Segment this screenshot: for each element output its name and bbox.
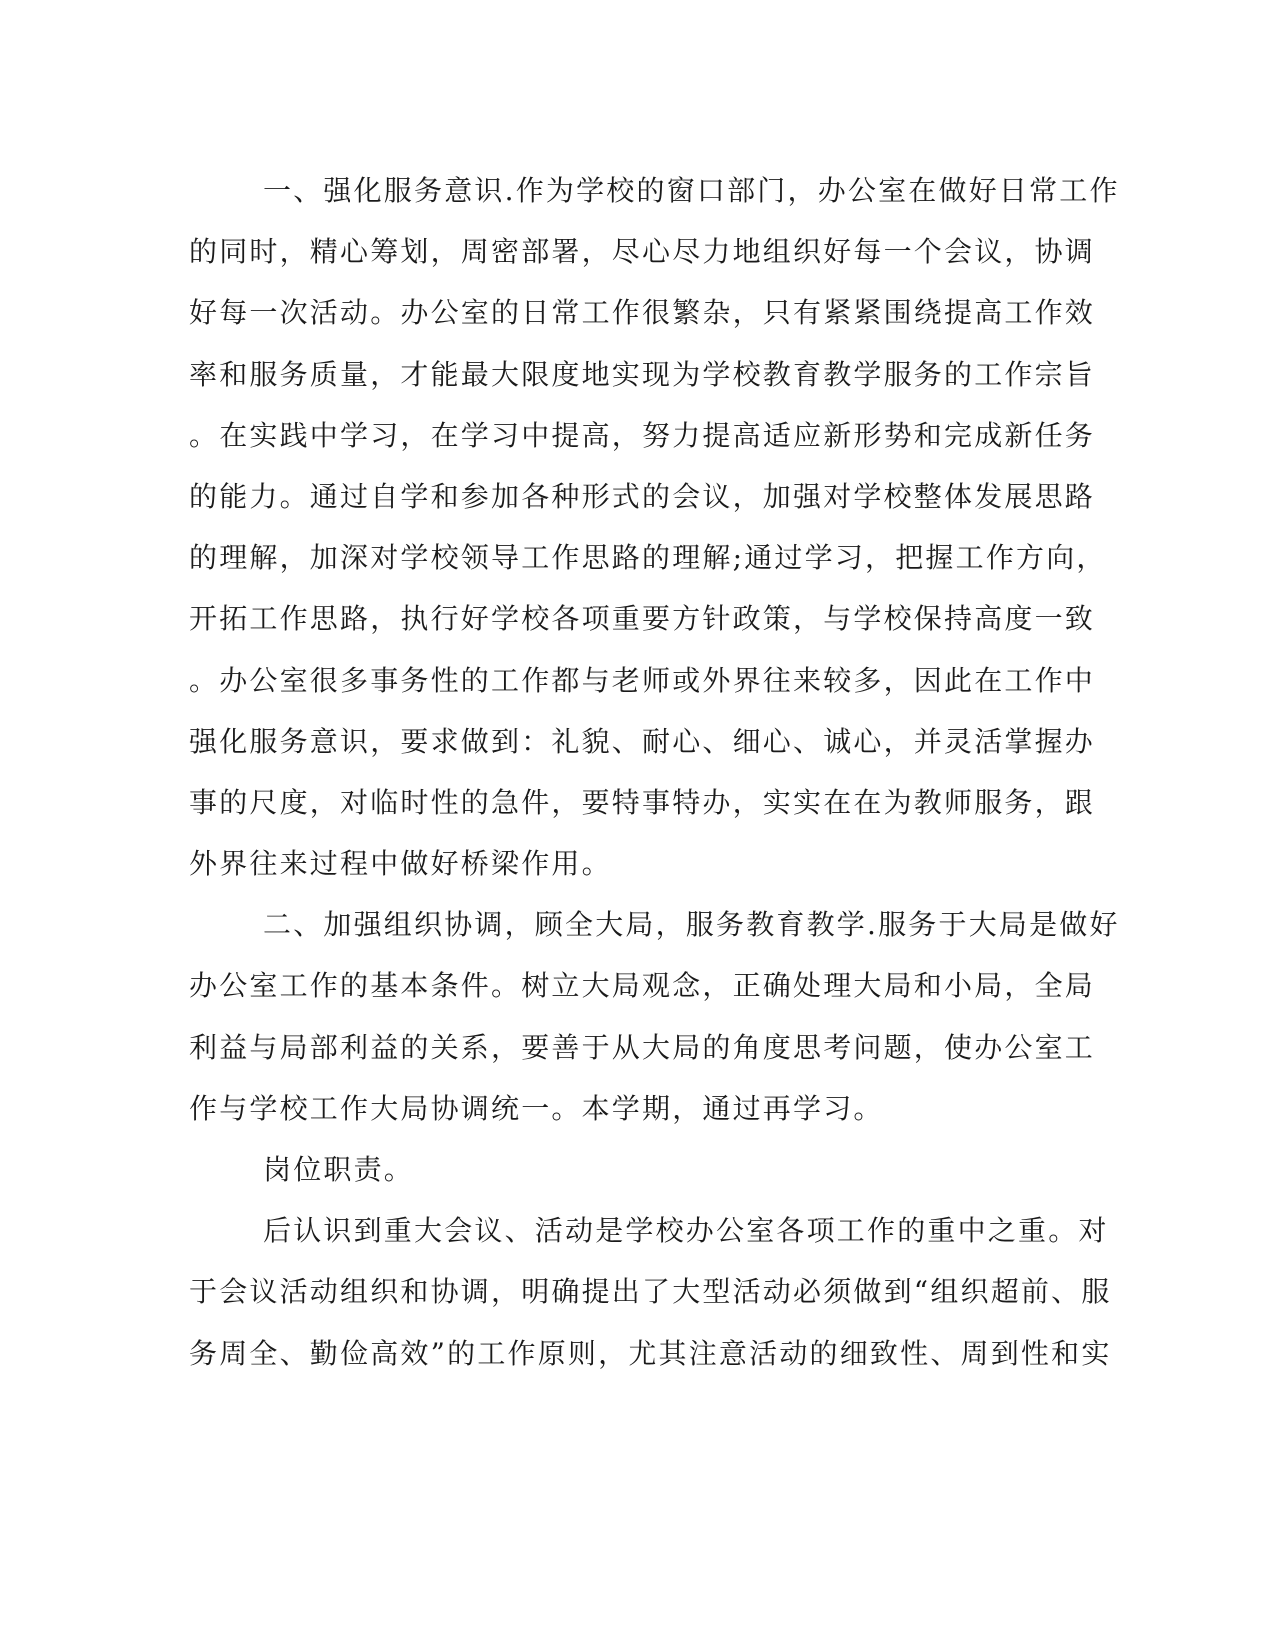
paragraph-1-line-4: 率和服务质量，才能最大限度地实现为学校教育教学服务的工作宗旨 [189,357,1096,391]
paragraph-1-line-12: 外界往来过程中做好桥梁作用。 [189,847,612,881]
paragraph-4-line-3: 务周全、勤俭高效”的工作原则，尤其注意活动的细致性、周到性和实 [189,1336,1112,1370]
paragraph-4-line-1: 后认识到重大会议、活动是学校办公室各项工作的重中之重。对 [263,1214,1109,1248]
paragraph-2-line-2: 办公室工作的基本条件。树立大局观念，正确处理大局和小局，全局 [189,969,1096,1003]
paragraph-2-line-1: 二、加强组织协调，顾全大局，服务教育教学.服务于大局是做好 [263,908,1120,942]
paragraph-1-line-1: 一、强化服务意识.作为学校的窗口部门，办公室在做好日常工作 [263,174,1120,207]
paragraph-2-line-4: 作与学校工作大局协调统一。本学期，通过再学习。 [189,1091,884,1125]
paragraph-3-line-1: 岗位职责。 [263,1153,415,1186]
paragraph-1-line-9: 。办公室很多事务性的工作都与老师或外界往来较多，因此在工作中 [189,663,1096,697]
paragraph-1-line-8: 开拓工作思路，执行好学校各项重要方针政策，与学校保持高度一致 [189,602,1096,636]
paragraph-1-line-11: 事的尺度，对临时性的急件，要特事特办，实实在在为教师服务，跟 [189,785,1096,819]
document-body [189,160,1120,1384]
paragraph-1-line-7: 的理解，加深对学校领导工作思路的理解;通过学习，把握工作方向， [189,541,1107,575]
paragraph-1-line-6: 的能力。通过自学和参加各种形式的会议，加强对学校整体发展思路 [189,479,1096,513]
paragraph-1-line-2: 的同时，精心筹划，周密部署，尽心尽力地组织好每一个会议，协调 [189,235,1096,269]
paragraph-1-line-3: 好每一次活动。办公室的日常工作很繁杂，只有紧紧围绕提高工作效 [189,296,1096,330]
paragraph-2-line-3: 利益与局部利益的关系，要善于从大局的角度思考问题，使办公室工 [189,1030,1096,1064]
paragraph-4-line-2: 于会议活动组织和协调，明确提出了大型活动必须做到“组织超前、服 [189,1275,1112,1309]
paragraph-1-line-10: 强化服务意识，要求做到：礼貌、耐心、细心、诚心，并灵活掌握办 [189,724,1096,758]
paragraph-1-line-5: 。在实践中学习，在学习中提高，努力提高适应新形势和完成新任务 [189,418,1096,452]
